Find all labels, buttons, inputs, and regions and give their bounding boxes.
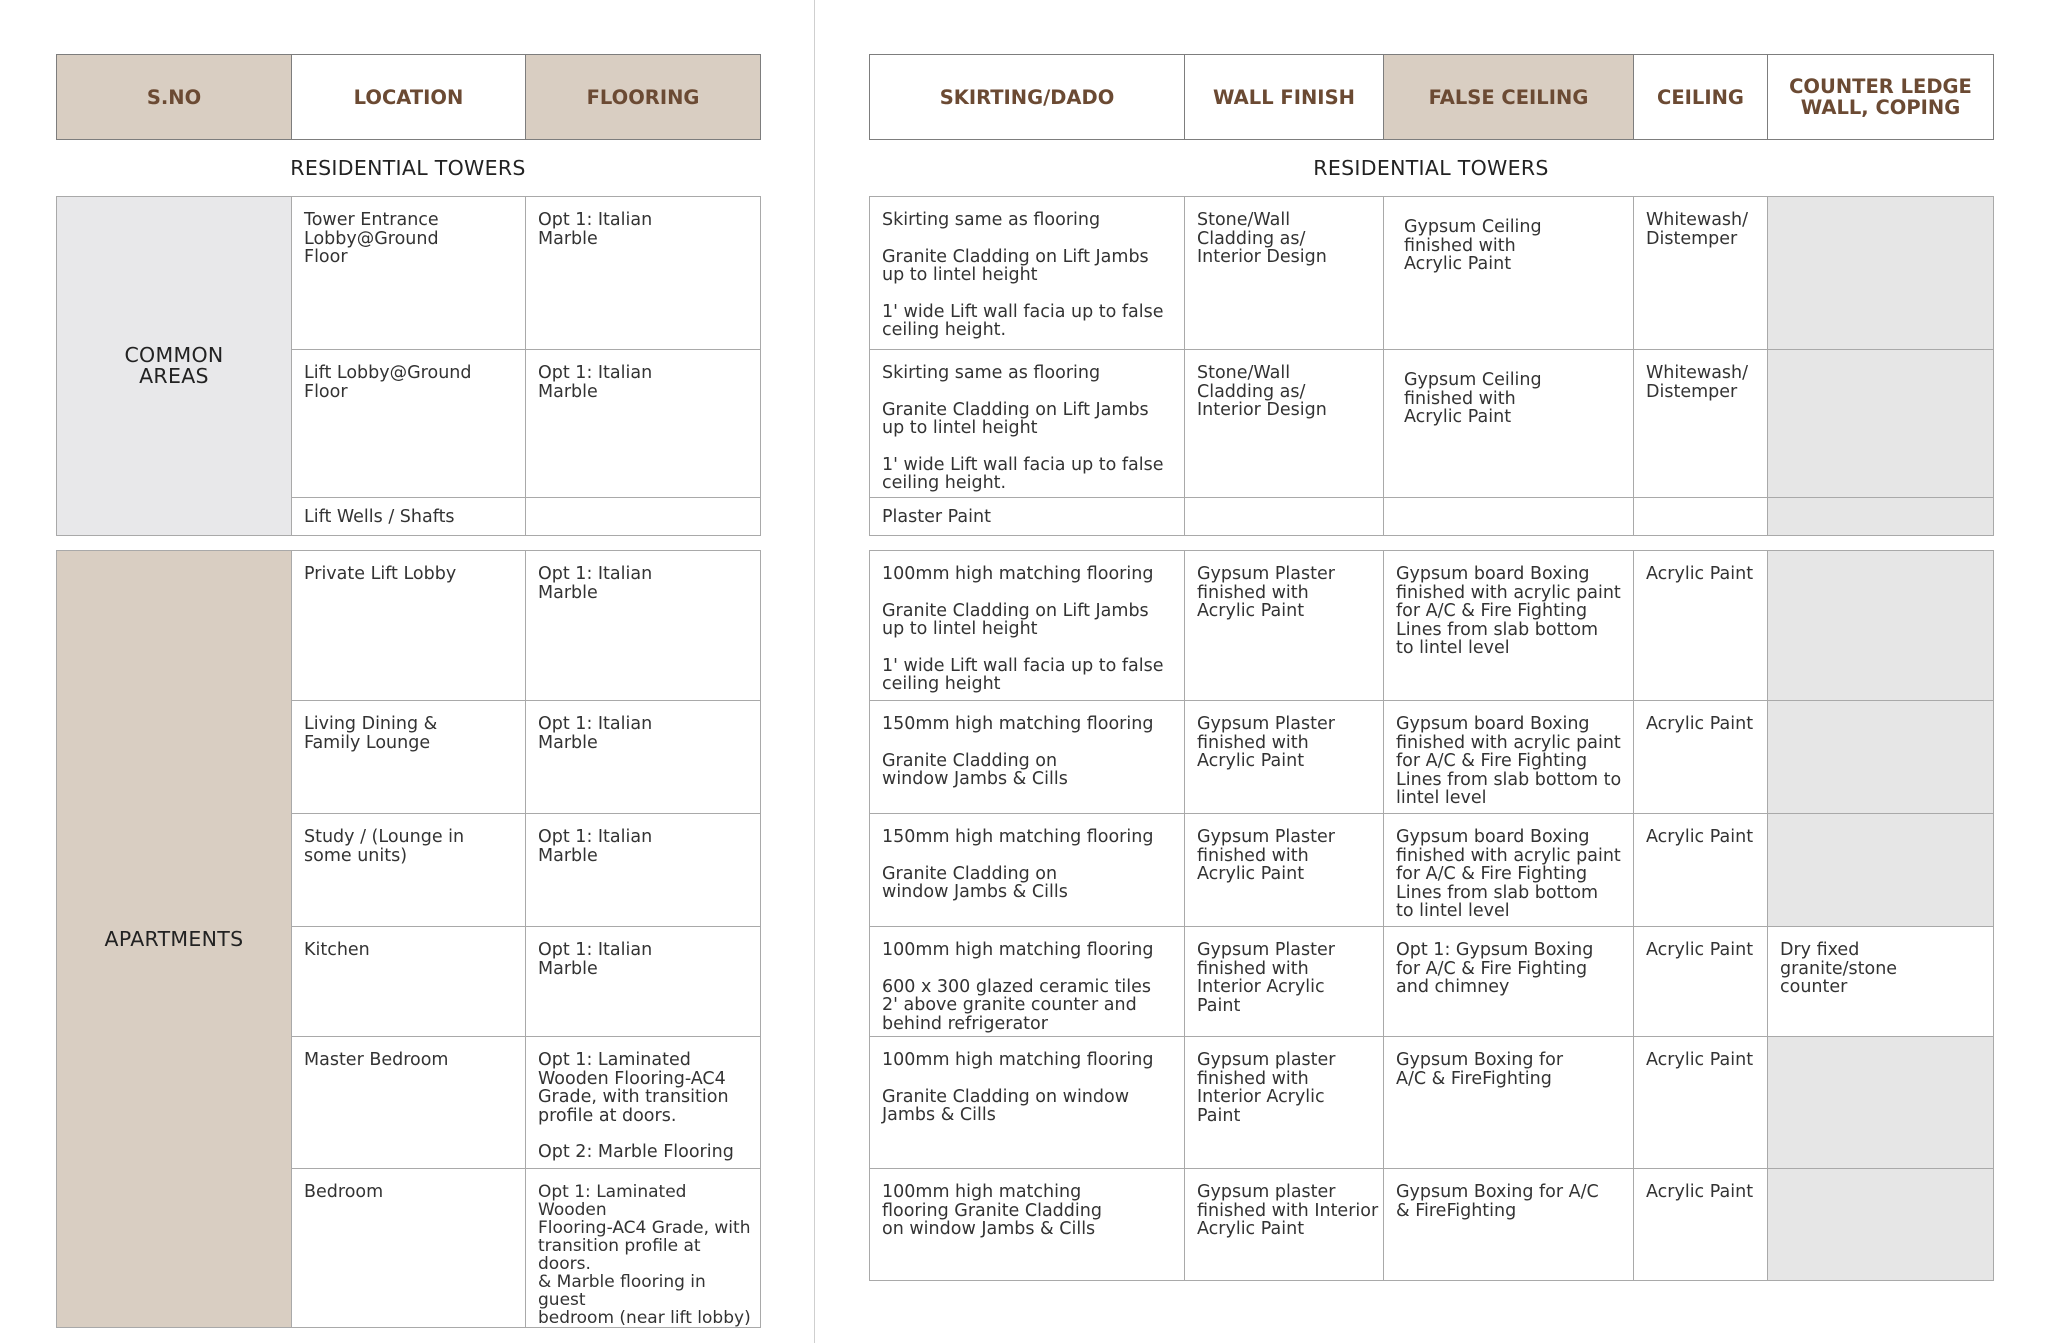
false-ceiling-line: Lines from slab bottom [1396,882,1599,903]
skirting-paragraph [882,1088,1178,1125]
ceiling-cell [1634,350,1768,498]
header-location: LOCATION [292,55,526,140]
false-ceiling-line: finished with [1404,388,1516,409]
group-apartments: APARTMENTS [57,551,292,1328]
flooring-cell [526,1037,761,1169]
left-header-table [56,54,761,140]
wall-finish-line: Stone/Wall [1197,363,1291,383]
wall-finish-line: Gypsum Plaster [1197,827,1335,847]
location-text: Floor [304,381,348,402]
location-cell [292,350,526,498]
flooring-line: Opt 1: Italian [538,827,653,847]
counter-ledge-cell [1768,551,1994,701]
location-cell [292,551,526,701]
flooring-line: Opt 1: Laminated [538,1050,691,1070]
flooring-line: Grade, with transition [538,1087,729,1107]
skirting-paragraph [882,456,1178,493]
right-common-table [869,196,1994,536]
wall-finish-line: finished with Interior [1197,1200,1379,1221]
skirting-line: window Jambs & Cills [882,769,1068,789]
location-text: Living Dining & [304,714,438,734]
skirting-paragraph [882,865,1178,902]
skirting-line: 100mm high matching [882,1182,1082,1202]
ceiling-cell [1634,814,1768,927]
false-ceiling-line: Gypsum Ceiling [1404,217,1542,237]
wall-finish-line: Paint [1197,995,1241,1016]
wall-finish-line: Stone/Wall [1197,210,1291,230]
skirting-cell [870,350,1185,498]
skirting-line: 150mm high matching flooring [882,827,1154,847]
skirting-cell [870,1037,1185,1169]
skirting-line: behind refrigerator [882,1013,1048,1034]
ceiling-cell [1634,927,1768,1037]
ceiling-line: Acrylic Paint [1646,1050,1754,1070]
skirting-cell [870,551,1185,701]
false-ceiling-cell [1384,1169,1634,1281]
skirting-line: Plaster Paint [882,507,991,527]
skirting-line: up to lintel height [882,265,1038,285]
wall-finish-line: Interior Acrylic [1197,977,1325,997]
skirting-line: Skirting same as flooring [882,363,1101,383]
counter-ledge-line: counter [1780,977,1848,997]
false-ceiling-line: & FireFighting [1396,1200,1517,1221]
wall-finish-cell [1185,1169,1384,1281]
false-ceiling-line: Lines from slab bottom [1396,619,1599,640]
false-ceiling-cell [1384,350,1634,498]
ceiling-line: Acrylic Paint [1646,940,1754,960]
location-text: Lobby@Ground [304,228,439,249]
skirting-cell [870,927,1185,1037]
ceiling-line: Distemper [1646,228,1738,249]
flooring-line: Marble [538,228,598,249]
false-ceiling-line: for A/C & Fire Fighting [1396,958,1588,979]
wall-finish-line: Cladding as/ [1197,381,1306,402]
skirting-line: Granite Cladding on [882,863,1058,884]
flooring-cell [526,551,761,701]
header-false-ceiling: FALSE CEILING [1384,55,1634,140]
flooring-line: Marble [538,582,598,603]
false-ceiling-cell [1384,927,1634,1037]
flooring-paragraph [538,211,748,248]
counter-ledge-cell [1768,197,1994,350]
ceiling-line: Distemper [1646,381,1738,402]
flooring-line: Opt 2: Marble Flooring [538,1142,734,1162]
counter-ledge-cell [1768,350,1994,498]
flooring-paragraph [538,364,748,401]
wall-finish-line: finished with [1197,582,1309,603]
false-ceiling-line: Gypsum Boxing for [1396,1050,1564,1070]
skirting-paragraph [882,401,1178,438]
left-common-table [56,196,761,536]
ceiling-cell [1634,498,1768,536]
skirting-line: Granite Cladding on Lift Jambs [882,246,1149,267]
skirting-line: Granite Cladding on [882,750,1058,771]
skirting-paragraph [882,978,1178,1034]
wall-finish-line: Gypsum Plaster [1197,564,1335,584]
wall-finish-line: Cladding as/ [1197,228,1306,249]
location-text: Floor [304,247,348,267]
skirting-line: 600 x 300 glazed ceramic tiles [882,976,1152,997]
skirting-line: ceiling height [882,674,1001,694]
false-ceiling-line: to lintel level [1396,901,1510,921]
false-ceiling-cell [1384,197,1634,350]
false-ceiling-line: finished with acrylic paint [1396,732,1621,753]
location-text: Family Lounge [304,732,431,753]
false-ceiling-cell [1384,498,1634,536]
location-cell [292,1169,526,1328]
header-counter [1768,55,1994,140]
group-common-line2: AREAS [139,364,209,388]
skirting-line: Granite Cladding on Lift Jambs [882,399,1149,420]
flooring-cell [526,927,761,1037]
flooring-line: Opt 1: Italian [538,363,653,383]
false-ceiling-line: for A/C & Fire Fighting [1396,751,1588,771]
flooring-line: Marble [538,958,598,979]
skirting-paragraph [882,303,1178,340]
group-common-line1: COMMON [124,343,224,367]
wall-finish-line: Gypsum Plaster [1197,714,1335,734]
header-wall-finish: WALL FINISH [1185,55,1384,140]
skirting-line: ceiling height. [882,473,1007,493]
wall-finish-cell [1185,927,1384,1037]
flooring-line: profile at doors. [538,1105,677,1126]
false-ceiling-line: to lintel level [1396,638,1510,658]
false-ceiling-cell [1384,701,1634,814]
flooring-paragraph [538,1143,748,1162]
counter-ledge-cell [1768,927,1994,1037]
skirting-line: Granite Cladding on Lift Jambs [882,600,1149,621]
skirting-line: 100mm high matching flooring [882,564,1154,584]
location-cell [292,701,526,814]
skirting-line: Skirting same as flooring [882,210,1101,230]
flooring-paragraph [538,828,748,865]
counter-ledge-line: granite/stone [1780,958,1898,979]
skirting-paragraph [882,1183,1178,1239]
location-cell [292,814,526,927]
false-ceiling-line: for A/C & Fire Fighting [1396,864,1588,884]
location-cell [292,1037,526,1169]
skirting-paragraph [882,752,1178,789]
group-common-areas [57,197,292,536]
false-ceiling-cell [1384,551,1634,701]
location-text: Master Bedroom [304,1050,449,1070]
flooring-paragraph [538,715,748,752]
flooring-line: Opt 1: Italian [538,210,653,230]
counter-ledge-cell [1768,814,1994,927]
false-ceiling-line: lintel level [1396,788,1487,808]
false-ceiling-line: for A/C & Fire Fighting [1396,601,1588,621]
location-text: Tower Entrance [304,210,439,230]
skirting-line: Granite Cladding on window [882,1086,1130,1107]
false-ceiling-line: A/C & FireFighting [1396,1068,1552,1089]
skirting-line: 2' above granite counter and [882,995,1137,1015]
skirting-cell [870,701,1185,814]
flooring-line: Opt 1: Laminated Wooden [538,1182,687,1220]
wall-finish-line: Gypsum Plaster [1197,940,1335,960]
skirting-paragraph [882,941,1178,960]
wall-finish-line: Paint [1197,1105,1241,1126]
flooring-line: Opt 1: Italian [538,564,653,584]
flooring-cell [526,701,761,814]
location-cell [292,197,526,350]
location-text: Lift Lobby@Ground [304,363,472,383]
ceiling-line: Acrylic Paint [1646,827,1754,847]
header-ceiling: CEILING [1634,55,1768,140]
location-text: some units) [304,845,408,866]
flooring-line: Marble [538,845,598,866]
counter-ledge-line: Dry fixed [1780,940,1860,960]
flooring-cell [526,498,761,536]
false-ceiling-line: finished with acrylic paint [1396,845,1621,866]
header-counter-line2: WALL, COPING [1800,96,1961,119]
skirting-line: on window Jambs & Cills [882,1219,1096,1239]
flooring-line: Wooden Flooring-AC4 [538,1068,726,1089]
ceiling-cell [1634,1169,1768,1281]
flooring-line: Flooring-AC4 Grade, with [538,1218,751,1238]
flooring-line: Marble [538,381,598,402]
skirting-line: up to lintel height [882,418,1038,438]
false-ceiling-line: Gypsum board Boxing [1396,714,1590,734]
right-apartments-table [869,550,1994,1281]
counter-ledge-cell [1768,498,1994,536]
flooring-cell [526,1169,761,1328]
skirting-line: 1' wide Lift wall facia up to false [882,301,1164,322]
ceiling-line: Acrylic Paint [1646,714,1754,734]
wall-finish-line: finished with [1197,732,1309,753]
header-sno: S.NO [57,55,292,140]
skirting-line: Jambs & Cills [882,1105,996,1125]
ceiling-cell [1634,1037,1768,1169]
skirting-cell [870,197,1185,350]
wall-finish-line: finished with [1197,845,1309,866]
location-cell [292,498,526,536]
right-header-table [869,54,1994,140]
header-flooring: FLOORING [526,55,761,140]
flooring-paragraph [538,1183,756,1327]
skirting-paragraph [882,565,1178,584]
location-text: Kitchen [304,940,370,960]
counter-ledge-cell [1768,701,1994,814]
flooring-line: bedroom (near lift lobby) [538,1308,751,1328]
wall-finish-cell [1185,350,1384,498]
ceiling-cell [1634,701,1768,814]
false-ceiling-line: Gypsum Ceiling [1404,370,1542,390]
skirting-line: flooring Granite Cladding [882,1200,1102,1221]
wall-finish-line: Interior Design [1197,400,1327,420]
skirting-line: 1' wide Lift wall facia up to false [882,655,1164,676]
skirting-cell [870,1169,1185,1281]
left-page [0,0,815,1343]
skirting-paragraph [882,657,1178,694]
false-ceiling-line: Gypsum board Boxing [1396,827,1590,847]
false-ceiling-line: Acrylic Paint [1404,407,1512,427]
ceiling-line: Acrylic Paint [1646,564,1754,584]
ceiling-line: Whitewash/ [1646,363,1749,383]
ceiling-line: Whitewash/ [1646,210,1749,230]
skirting-paragraph [882,1051,1178,1070]
skirting-paragraph [882,602,1178,639]
false-ceiling-cell [1384,814,1634,927]
false-ceiling-line: finished with [1404,235,1516,256]
wall-finish-line: Acrylic Paint [1197,1219,1305,1239]
false-ceiling-line: Gypsum Boxing for A/C [1396,1182,1599,1202]
false-ceiling-line: Gypsum board Boxing [1396,564,1590,584]
skirting-paragraph [882,364,1178,383]
wall-finish-line: Gypsum plaster [1197,1182,1336,1202]
ceiling-cell [1634,551,1768,701]
skirting-paragraph [882,211,1178,230]
wall-finish-line: Acrylic Paint [1197,751,1305,771]
section-caption-left: RESIDENTIAL TOWERS [290,156,526,180]
skirting-paragraph [882,828,1178,847]
wall-finish-cell [1185,197,1384,350]
wall-finish-line: Interior Design [1197,247,1327,267]
location-text: Lift Wells / Shafts [304,507,455,527]
location-text: Study / (Lounge in [304,827,465,847]
location-text: Private Lift Lobby [304,564,457,584]
false-ceiling-line: Opt 1: Gypsum Boxing [1396,940,1594,960]
wall-finish-line: Acrylic Paint [1197,601,1305,621]
ceiling-cell [1634,197,1768,350]
skirting-paragraph [882,248,1178,285]
flooring-cell [526,350,761,498]
flooring-line: & Marble flooring in guest [538,1272,706,1310]
wall-finish-line: Gypsum plaster [1197,1050,1336,1070]
flooring-line: Opt 1: Italian [538,714,653,734]
location-text: Bedroom [304,1182,384,1202]
wall-finish-cell [1185,814,1384,927]
counter-ledge-cell [1768,1169,1994,1281]
flooring-paragraph [538,1051,748,1125]
skirting-line: 100mm high matching flooring [882,940,1154,960]
flooring-cell [526,197,761,350]
wall-finish-cell [1185,498,1384,536]
right-page [815,0,2048,1343]
header-skirting: SKIRTING/DADO [870,55,1185,140]
skirting-line: 100mm high matching flooring [882,1050,1154,1070]
skirting-paragraph [882,508,1178,527]
wall-finish-cell [1185,551,1384,701]
skirting-line: 1' wide Lift wall facia up to false [882,454,1164,475]
false-ceiling-cell [1384,1037,1634,1169]
header-counter-line1: COUNTER LEDGE [1789,75,1972,98]
counter-ledge-cell [1768,1037,1994,1169]
false-ceiling-line: Acrylic Paint [1404,254,1512,274]
wall-finish-cell [1185,701,1384,814]
skirting-cell [870,814,1185,927]
skirting-line: window Jambs & Cills [882,882,1068,902]
wall-finish-line: Acrylic Paint [1197,864,1305,884]
flooring-line: transition profile at doors. [538,1236,701,1274]
flooring-cell [526,814,761,927]
skirting-paragraph [882,715,1178,734]
skirting-cell [870,498,1185,536]
location-cell [292,927,526,1037]
flooring-paragraph [538,565,748,602]
section-caption-right: RESIDENTIAL TOWERS [1313,156,1549,180]
false-ceiling-line: and chimney [1396,977,1510,997]
skirting-line: 150mm high matching flooring [882,714,1154,734]
ceiling-line: Acrylic Paint [1646,1182,1754,1202]
skirting-line: up to lintel height [882,619,1038,639]
false-ceiling-line: Lines from slab bottom to [1396,769,1622,790]
left-apartments-table [56,550,761,1328]
flooring-line: Opt 1: Italian [538,940,653,960]
wall-finish-line: Interior Acrylic [1197,1087,1325,1107]
flooring-paragraph [538,941,748,978]
wall-finish-line: finished with [1197,1068,1309,1089]
wall-finish-cell [1185,1037,1384,1169]
wall-finish-line: finished with [1197,958,1309,979]
false-ceiling-line: finished with acrylic paint [1396,582,1621,603]
flooring-line: Marble [538,732,598,753]
skirting-line: ceiling height. [882,320,1007,340]
